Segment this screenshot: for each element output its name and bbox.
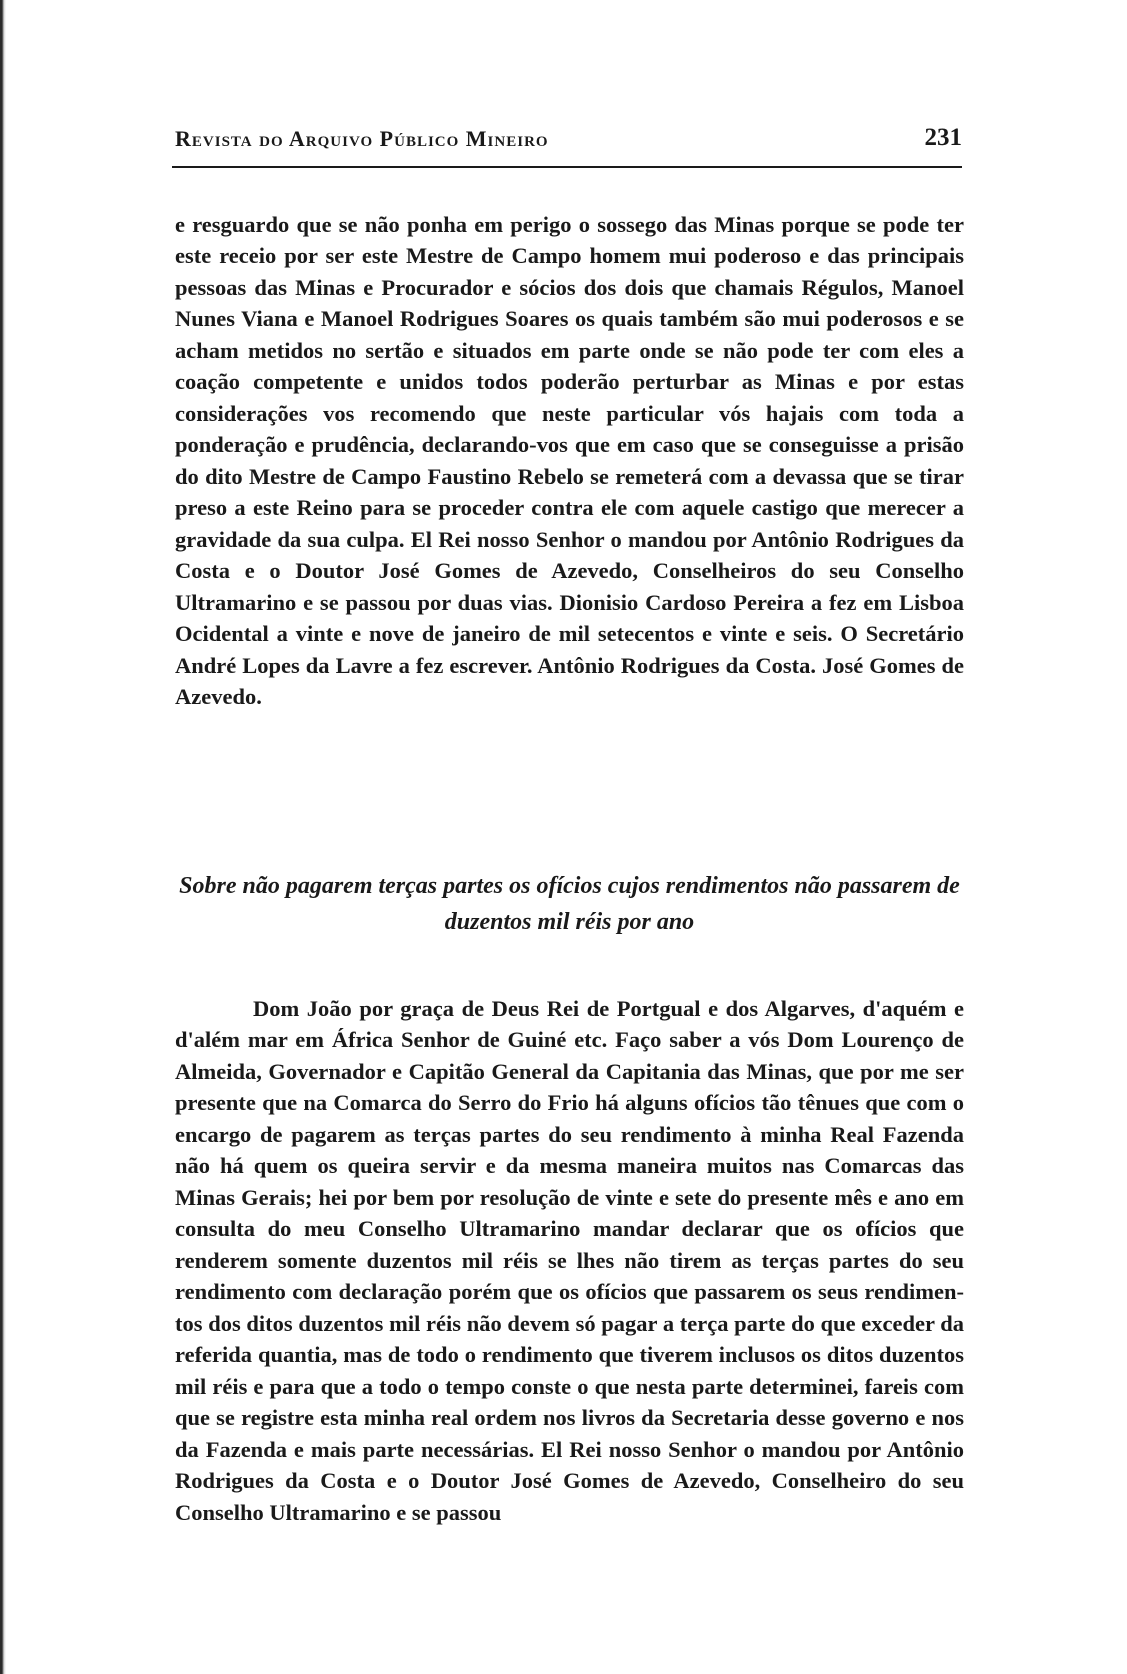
- journal-title: Revista do Arquivo Público Mineiro: [175, 126, 549, 151]
- scan-binding-edge: [0, 0, 6, 1674]
- continuation-paragraph: e resguardo que se não ponha em perigo o sossego das Minas porque se pode ter este receio por ser este Mestre de Campo homem mui poderoso e das principais pessoas das Minas e Procurador e sócios dos dois que chamais Régulos, Manoel Nunes Viana e Manoel Rodrigues Soares os quais também são mui poderosos e se acham metidos no sertão e situados em parte onde se não pode ter com eles a coação competente e unidos todos poderão perturbar as Minas e por estas considerações vos recomendo que neste particular vós hajais com toda a ponderação e prudência, declarando-vos que em caso que se conseguisse a prisão do dito Mestre de Campo Faustino Rebelo se remeterá com a devassa que se tirar preso a este Reino para se proceder contra ele com aquele castigo que merecer a gravidade da sua culpa. El Rei nosso Senhor o mandou por Antônio Rodrigues da Costa e o Doutor José Gomes de Azevedo, Conselheiros do seu Conselho Ultramarino e se passou por duas vias. Dionisio Cardoso Pereira a fez em Lisboa Ocidental a vinte e nove de janeiro de mil setecentos e vinte e seis. O Secretário André Lopes da Lavre a fez escrever. Antônio Rodrigues da Costa. José Gomes de Azevedo.: [175, 211, 964, 709]
- page-number: 231: [924, 124, 962, 151]
- section-heading: Sobre não pagarem terças partes os ofícios cujos rendimentos não passarem de duzentos mil réis por ano: [179, 873, 960, 935]
- decree-paragraph: Dom João por graça de Deus Rei de Portgual e dos Algarves, d'aquém e d'além mar em África Senhor de Guiné etc. Faço saber a vós Dom Lourenço de Almeida, Governador e Capitão General da Capitania das Minas, que por me ser presente que na Comarca do Serro do Frio há alguns ofícios tão tênues que com o encargo de pagarem as terças partes do seu rendimento à minha Real Fazenda não há quem os queira servir e da mesma maneira muitos nas Comarcas das Minas Gerais; hei por bem por resolução de vinte e sete do presente mês e ano em consulta do meu Conselho Ultramarino mandar declarar que os ofícios que renderem somente duzentos mil réis se lhes não tirem as terças partes do seu rendimento com declaração porém que os ofícios que passarem os seus rendimentos dos ditos duzentos mil réis não devem só pagar a terça parte do que exceder da referida quantia, mas de todo o rendimento que tiverem inclusos os ditos duzentos mil réis e para que a todo o tempo conste o que nesta parte determinei, fareis com que se registre esta minha real ordem nos livros da Secretaria desse governo e nos da Fazenda e mais parte necessárias. El Rei nosso Senhor o mandou por Antônio Rodrigues da Costa e o Doutor José Gomes de Azevedo, Conselheiro do seu Conselho Ultramarino e se passou: [175, 995, 964, 1525]
